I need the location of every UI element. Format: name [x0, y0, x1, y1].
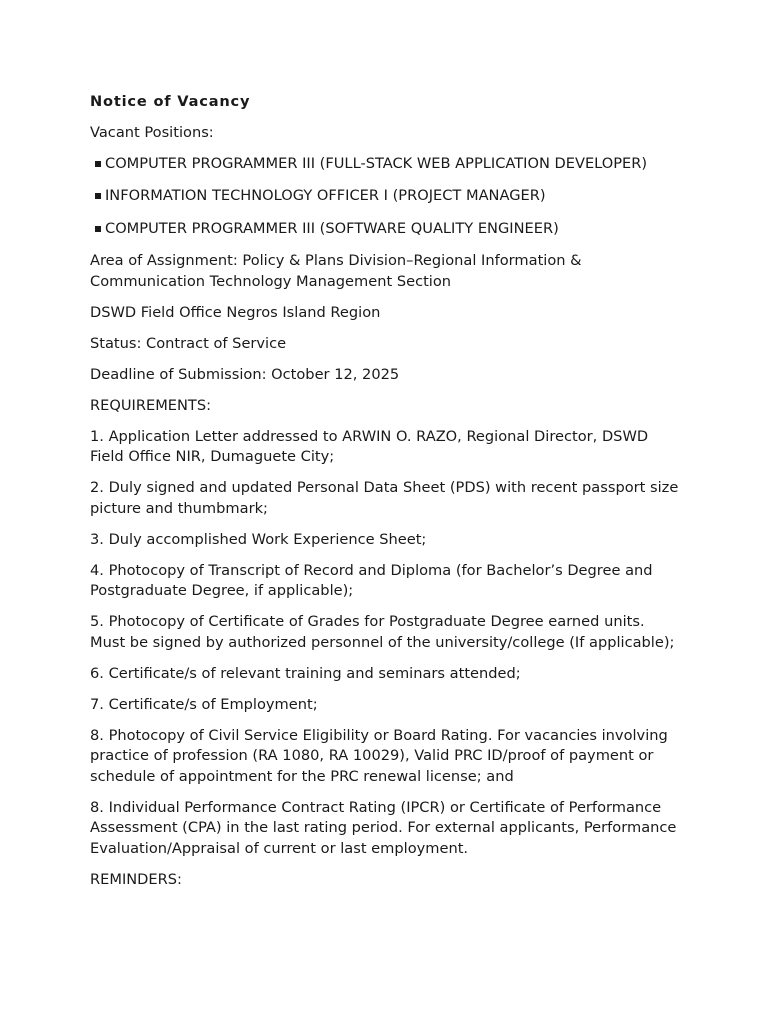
area-of-assignment: Area of Assignment: Policy & Plans Division–Regional Information & Communication Technology Management Section — [90, 252, 582, 290]
requirement-item: 5. Photocopy of Certificate of Grades for Postgraduate Degree earned units. Must be signed by authorized personnel of the university/college (If applicable); — [90, 613, 675, 651]
status-text: Status: Contract of Service — [90, 334, 287, 352]
office-name: DSWD Field Office Negros Island Region — [90, 303, 381, 321]
position-text: COMPUTER PROGRAMMER III (FULL-STACK WEB APPLICATION DEVELOPER) — [105, 154, 648, 172]
deadline-text: Deadline of Submission: October 12, 2025 — [90, 365, 400, 383]
requirement-item: 7. Certificate/s of Employment; — [90, 695, 318, 713]
requirement-item: 2. Duly signed and updated Personal Data Sheet (PDS) with recent passport size picture and thumbmark; — [90, 479, 679, 517]
list-item — [90, 186, 680, 207]
requirement-item: 8. Photocopy of Civil Service Eligibility or Board Rating. For vacancies involving practice of profession (RA 1080, RA 10029), Valid PRC ID/proof of payment or schedule of appointment for the PRC renewal license; and — [90, 726, 668, 785]
position-text: COMPUTER PROGRAMMER III (SOFTWARE QUALITY ENGINEER) — [105, 219, 559, 237]
requirements-list — [90, 427, 680, 860]
square-bullet-icon — [95, 226, 101, 232]
square-bullet-icon — [95, 161, 101, 167]
requirement-item: 8. Individual Performance Contract Rating (IPCR) or Certificate of Performance Assessment (CPA) in the last rating period. For external applicants, Performance Evaluation/Appraisal of current or last employment. — [90, 798, 677, 857]
requirement-item: 1. Application Letter addressed to ARWIN O. RAZO, Regional Director, DSWD Field Office NIR, Dumaguete City; — [90, 427, 649, 465]
position-text: INFORMATION TECHNOLOGY OFFICER I (PROJECT MANAGER) — [105, 187, 546, 204]
positions-list — [90, 154, 680, 240]
requirement-item: 6. Certificate/s of relevant training and seminars attended; — [90, 664, 521, 682]
requirements-heading: REQUIREMENTS: — [90, 396, 212, 414]
vacant-positions-label: Vacant Positions: — [90, 123, 214, 141]
list-item — [90, 154, 680, 175]
reminders-heading: REMINDERS: — [90, 870, 182, 888]
square-bullet-icon — [95, 193, 101, 199]
requirement-item: 4. Photocopy of Transcript of Record and Diploma (for Bachelor’s Degree and Postgraduate Degree, if applicable); — [90, 561, 653, 599]
list-item — [90, 219, 680, 240]
document-page — [90, 92, 680, 901]
page-title: Notice of Vacancy — [90, 93, 251, 110]
requirement-item: 3. Duly accomplished Work Experience Sheet; — [90, 530, 427, 548]
